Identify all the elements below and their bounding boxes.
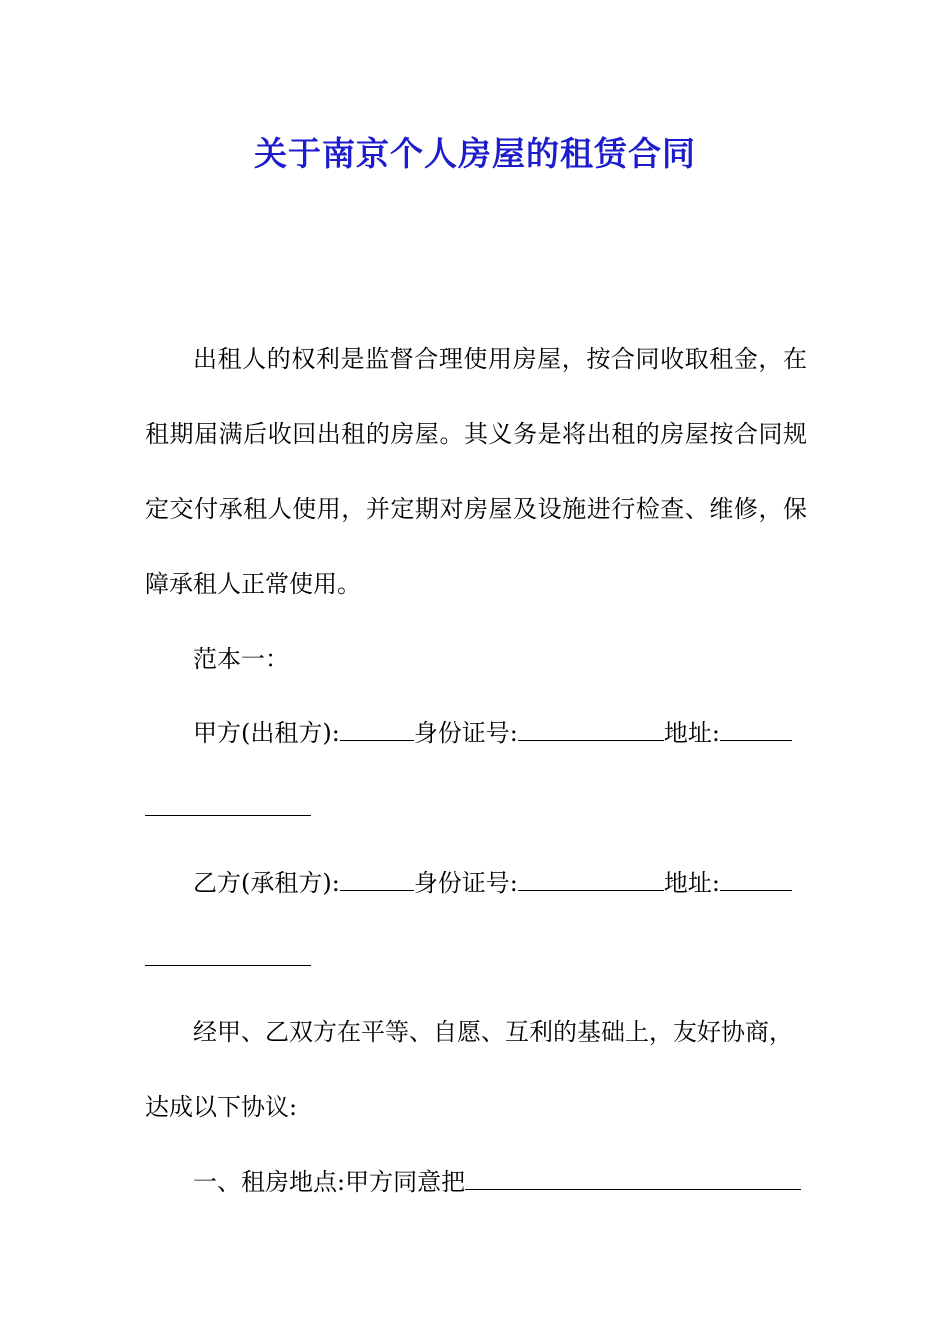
document-title: 关于南京个人房屋的租赁合同 [254, 134, 696, 173]
clause-1-line [145, 1145, 807, 1220]
party-b-name-blank[interactable] [340, 872, 414, 891]
clause-1-location-blank[interactable] [465, 1171, 801, 1190]
party-b-id-label: 身份证号: [413, 869, 518, 897]
intro-paragraph: 出租人的权利是监督合理使用房屋，按合同收取租金，在租期届满后收回出租的房屋。其义务是将出租的房屋按合同规定交付承租人使用，并定期对房屋及设施进行检查、维修，保障承租人正常使用。 [145, 345, 807, 598]
party-b-address-blank-continued[interactable] [145, 947, 311, 966]
party-a-id-blank[interactable] [518, 722, 664, 741]
party-a-name-blank[interactable] [340, 722, 414, 741]
sample-label: 范本一： [193, 645, 289, 673]
party-a-line [145, 696, 807, 771]
party-b-address-blank[interactable] [720, 872, 792, 891]
agreement-line-2: 达成以下协议: [145, 1093, 298, 1121]
agreement-line-1: 经甲、乙双方在平等、自愿、互利的基础上，友好协商， [193, 1018, 793, 1046]
party-b-address-continuation [145, 921, 807, 996]
party-b-id-blank[interactable] [518, 872, 664, 891]
party-a-address-blank-continued[interactable] [145, 797, 311, 816]
party-a-address-blank[interactable] [720, 722, 792, 741]
party-b-line [145, 846, 807, 921]
party-b-label: 乙方(承租方): [193, 869, 340, 897]
party-a-address-continuation [145, 771, 807, 846]
party-a-address-label: 地址: [663, 719, 720, 747]
party-a-id-label: 身份证号: [413, 719, 518, 747]
party-a-label: 甲方(出租方): [193, 719, 340, 747]
party-b-address-label: 地址: [663, 869, 720, 897]
clause-1-text: 一、租房地点:甲方同意把 [193, 1168, 466, 1196]
